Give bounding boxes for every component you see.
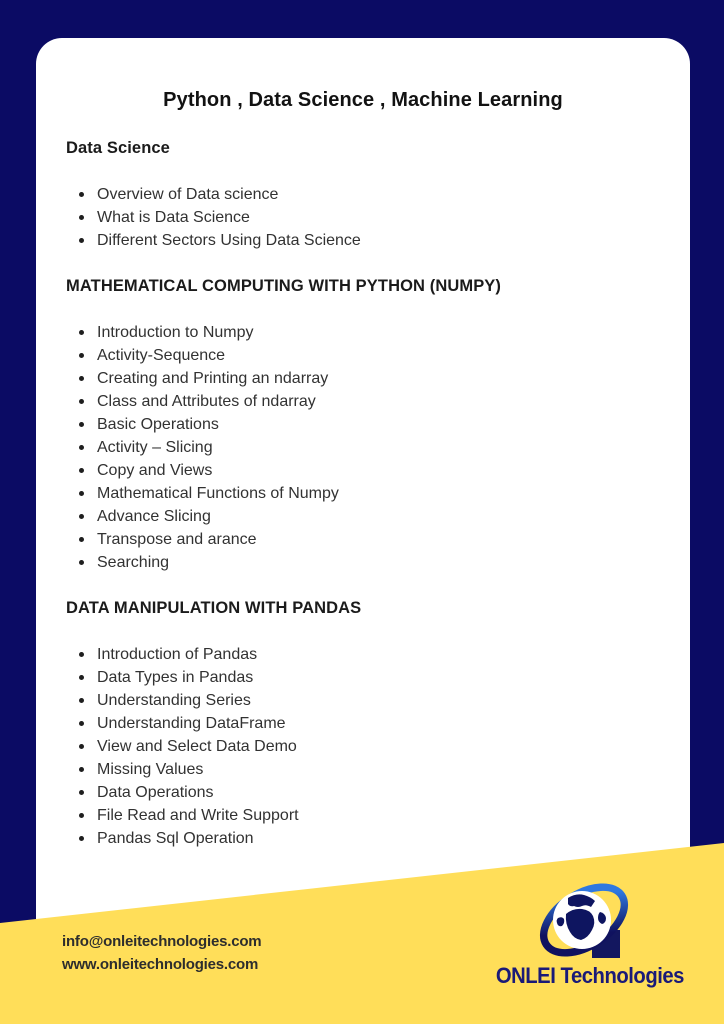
topic-item: Activity – Slicing <box>66 436 690 459</box>
topic-item: Overview of Data science <box>66 183 690 206</box>
topic-item: Introduction of Pandas <box>66 643 690 666</box>
topic-list <box>36 183 690 252</box>
course-section <box>36 137 690 252</box>
topic-list <box>36 321 690 574</box>
topic-item: Advance Slicing <box>66 505 690 528</box>
topic-item: View and Select Data Demo <box>66 735 690 758</box>
contact-website: www.onleitechnologies.com <box>62 956 259 973</box>
topic-item: Transpose and arance <box>66 528 690 551</box>
topic-item: Understanding Series <box>66 689 690 712</box>
globe-icon <box>534 878 638 962</box>
topic-list <box>36 643 690 850</box>
topic-item: File Read and Write Support <box>66 804 690 827</box>
contact-email: info@onleitechnologies.com <box>62 933 262 950</box>
topic-item: Understanding DataFrame <box>66 712 690 735</box>
course-section <box>36 275 690 574</box>
section-heading: MATHEMATICAL COMPUTING WITH PYTHON (NUMPY) <box>66 277 501 295</box>
topic-item: Pandas Sql Operation <box>66 827 690 850</box>
contact-block <box>62 930 261 976</box>
page-title: Python , Data Science , Machine Learning <box>163 89 563 111</box>
topic-item: Data Operations <box>66 781 690 804</box>
section-heading: DATA MANIPULATION WITH PANDAS <box>66 599 362 617</box>
topic-item: Data Types in Pandas <box>66 666 690 689</box>
topic-item: What is Data Science <box>66 206 690 229</box>
course-section <box>36 597 690 850</box>
topic-item: Mathematical Functions of Numpy <box>66 482 690 505</box>
topic-item: Basic Operations <box>66 413 690 436</box>
brand-logo <box>488 878 684 989</box>
topic-item: Copy and Views <box>66 459 690 482</box>
section-heading: Data Science <box>66 139 170 157</box>
topic-item: Class and Attributes of ndarray <box>66 390 690 413</box>
brand-name: ONLEI Technologies <box>495 963 684 988</box>
topic-item: Introduction to Numpy <box>66 321 690 344</box>
section-list <box>36 137 690 850</box>
topic-item: Searching <box>66 551 690 574</box>
topic-item: Creating and Printing an ndarray <box>66 367 690 390</box>
topic-item: Different Sectors Using Data Science <box>66 229 690 252</box>
topic-item: Missing Values <box>66 758 690 781</box>
topic-item: Activity-Sequence <box>66 344 690 367</box>
